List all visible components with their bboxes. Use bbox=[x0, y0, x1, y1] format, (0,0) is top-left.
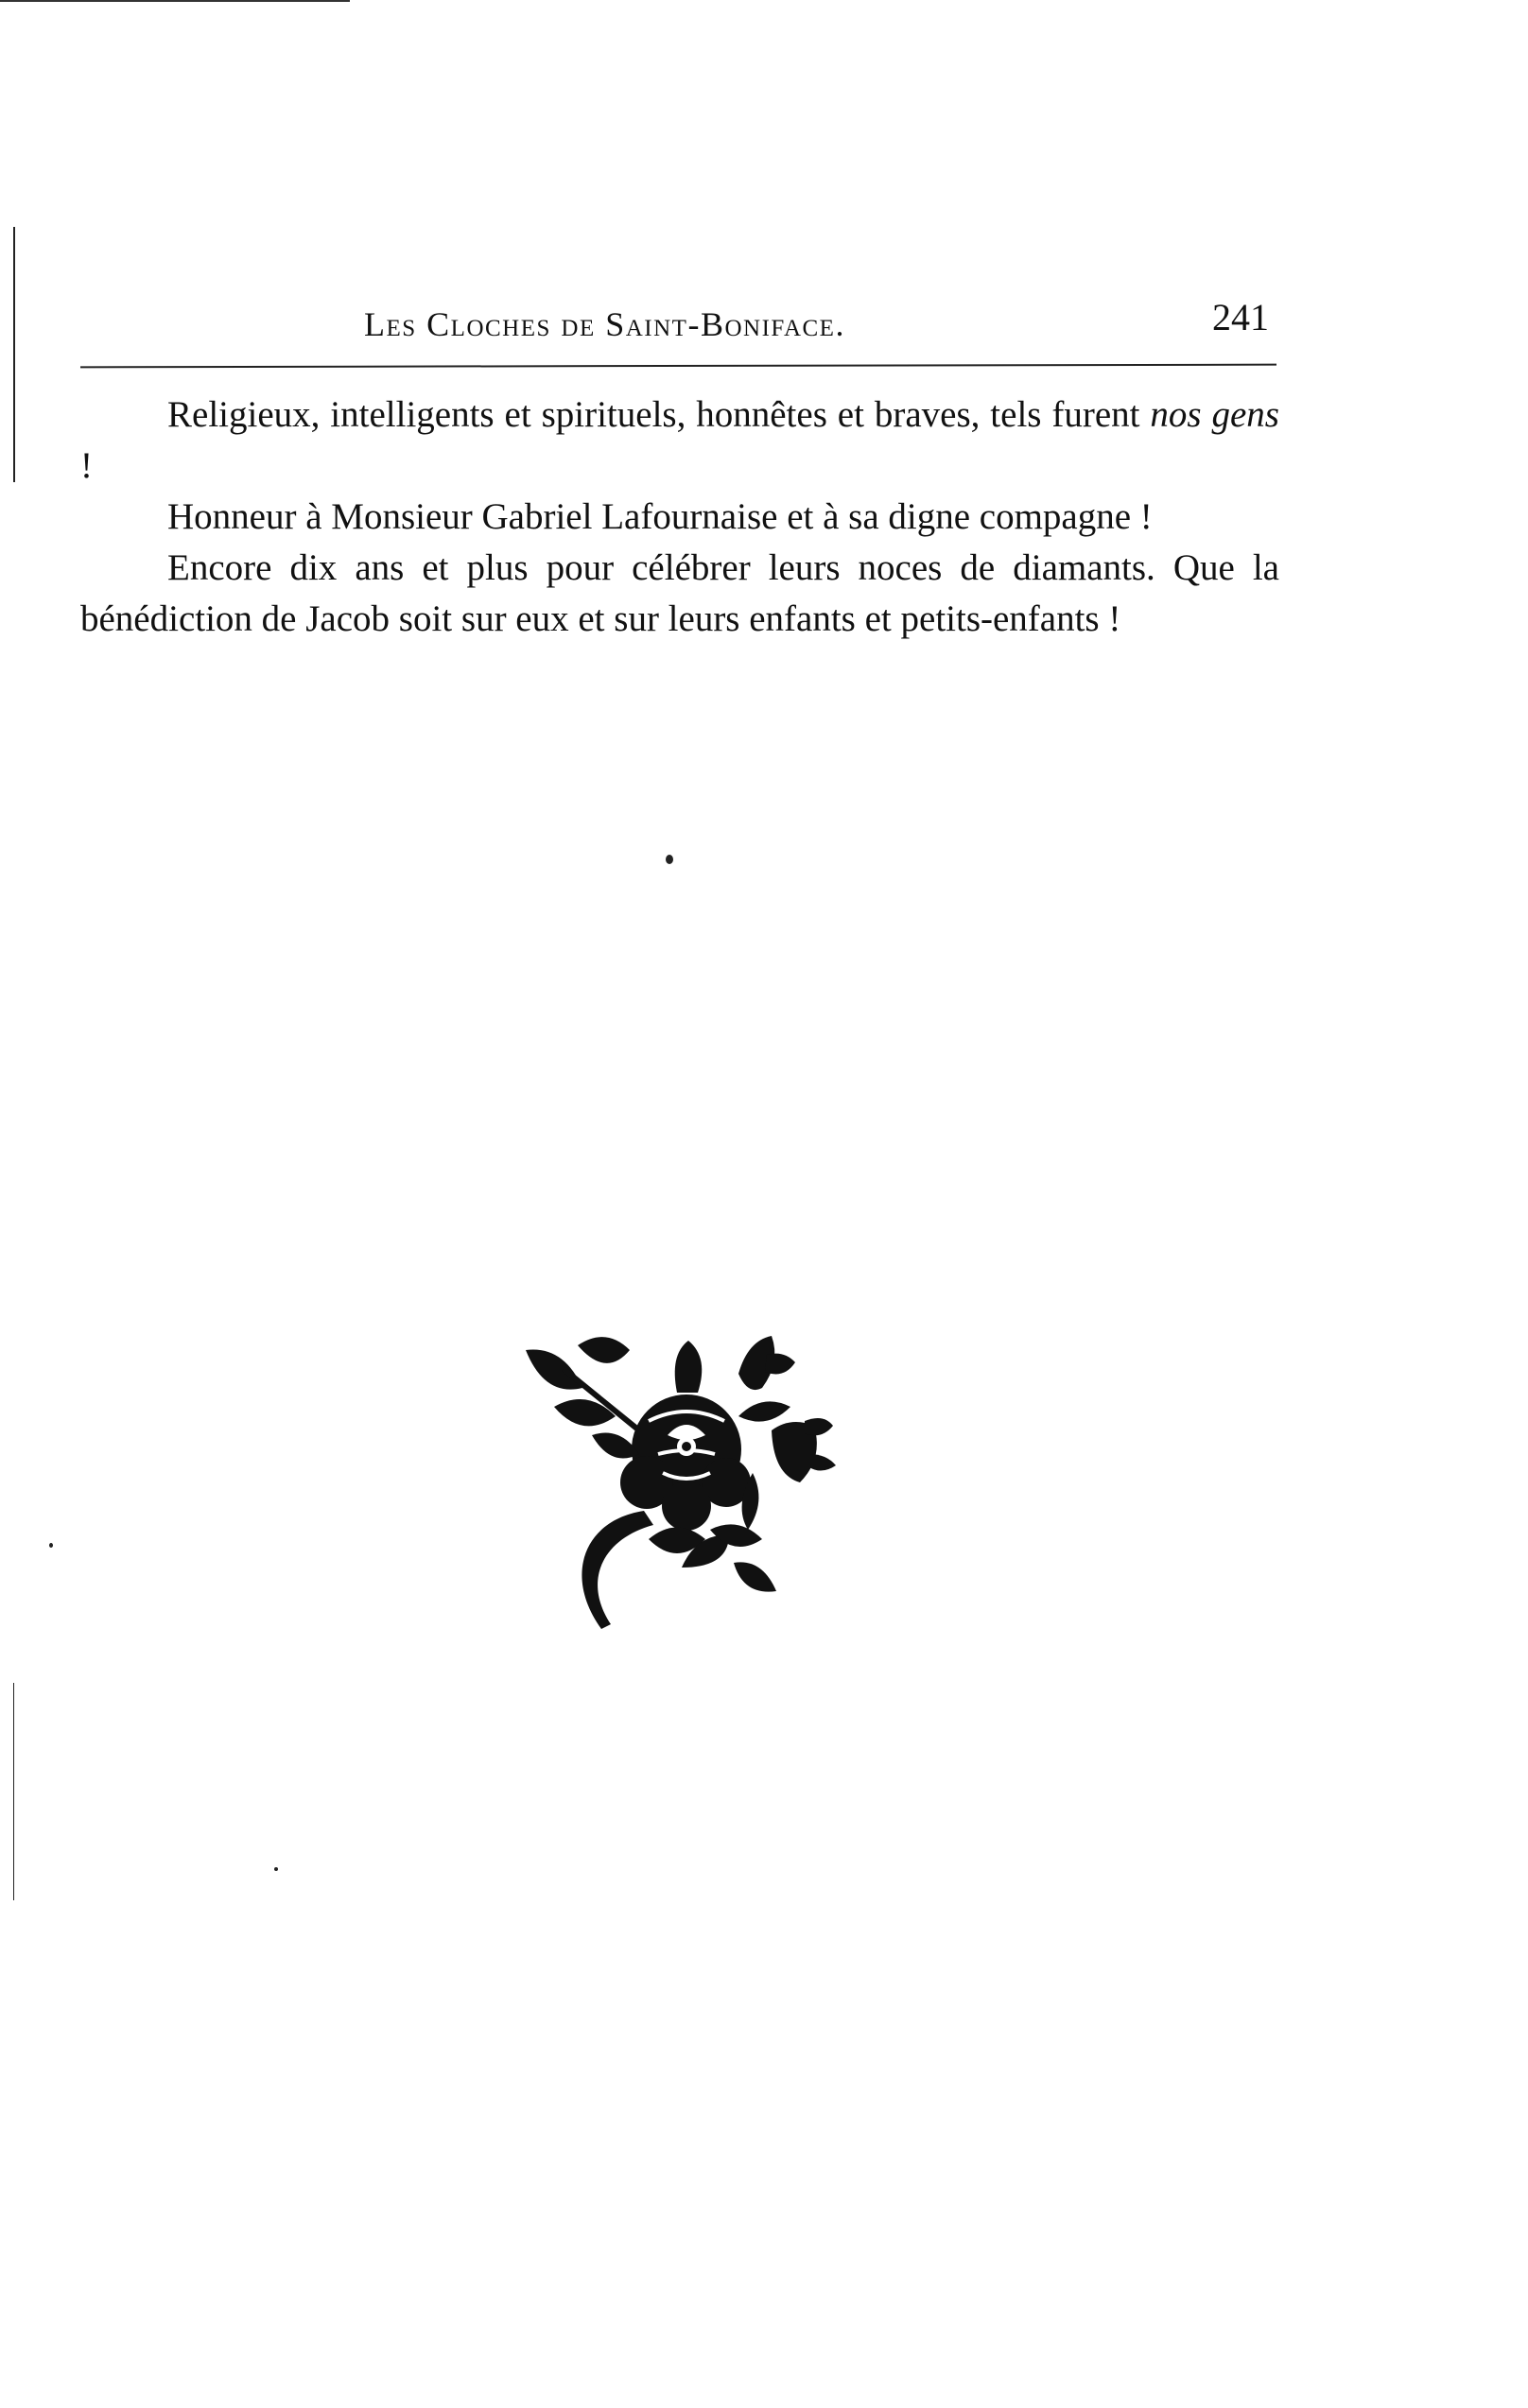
rose-bouquet-icon bbox=[526, 1331, 857, 1634]
paragraph-1-text: Religieux, intelligents et spirituels, honnêtes et braves, tels furent bbox=[167, 394, 1151, 435]
paragraph-1 bbox=[80, 390, 1279, 492]
paragraph-3: Encore dix ans et plus pour célébrer leurs noces de diamants. Que la bénédiction de Jacob soit sur eux et sur leurs enfants et petits-enfants ! bbox=[80, 547, 1279, 639]
scan-left-edge bbox=[13, 227, 15, 482]
ink-speck bbox=[49, 1543, 53, 1548]
paragraph-2: Honneur à Monsieur Gabriel Lafournaise et à sa digne compagne ! bbox=[167, 496, 1153, 537]
page-number: 241 bbox=[1212, 296, 1269, 338]
scan-top-edge bbox=[0, 0, 350, 2]
scan-left-edge-lower bbox=[13, 1683, 14, 1900]
header-rule bbox=[80, 364, 1276, 369]
ink-speck bbox=[666, 855, 673, 864]
ink-speck bbox=[274, 1867, 278, 1871]
paragraph-1-end: ! bbox=[80, 445, 93, 486]
running-head: Les Cloches de Saint-Boniface. bbox=[364, 305, 845, 343]
paragraph-1-italic: nos gens bbox=[1150, 394, 1279, 435]
body-text bbox=[80, 390, 1279, 645]
